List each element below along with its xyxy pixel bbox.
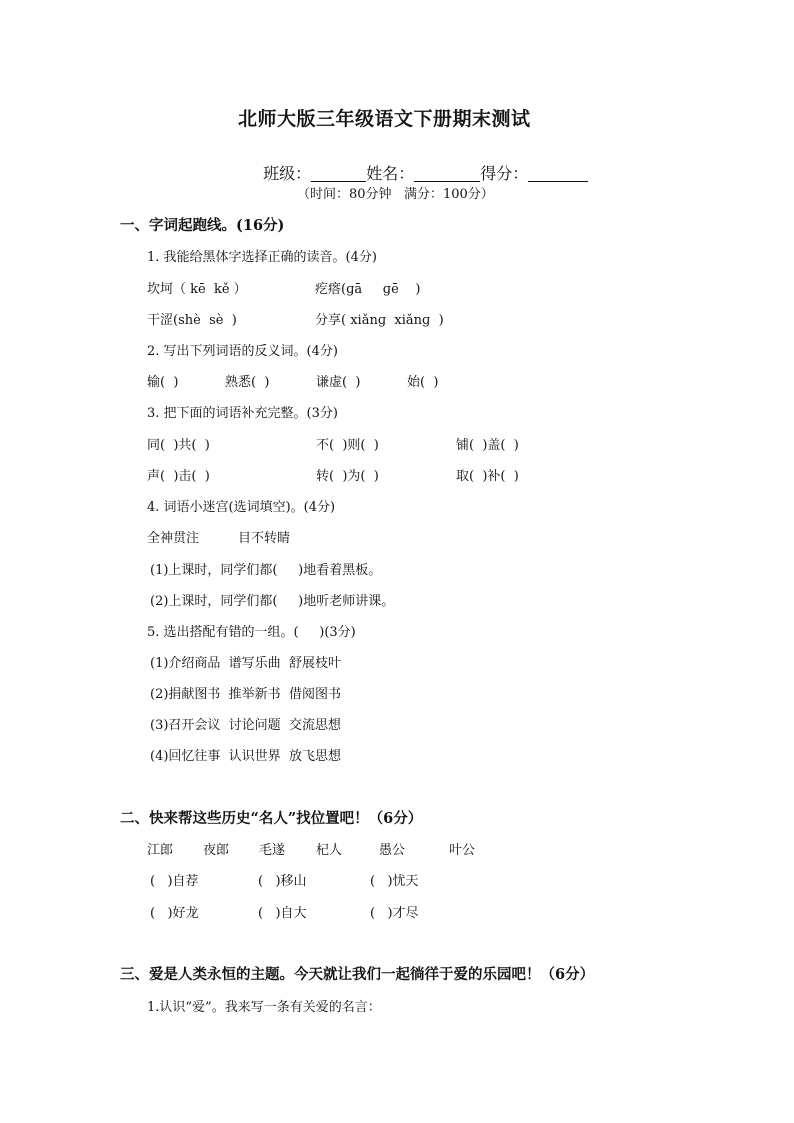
q3-item: 不( )则( ) [316,438,379,453]
class-label: 班级： [263,164,312,183]
q4-word: 全神贯注 [147,531,200,546]
idiom-blank: ( )好龙 [150,906,199,921]
idiom-blank: ( )自大 [258,906,307,921]
q4-prompt: 4. 词语小迷宫(选词填空)。(4分) [147,500,336,515]
time-limit: （时间：80分钟 满分：100分） [297,187,494,202]
q3-item: 同( )共( ) [147,438,210,453]
q3-prompt: 3. 把下面的词语补充完整。(3分) [147,406,338,421]
q2-item: 谦虚( ) [316,375,361,390]
q4-word: 目不转睛 [238,531,291,546]
q2-item: 输( ) [147,375,179,390]
historical-name: 夜郎 [203,843,230,858]
q3-item: 铺( )盖( ) [456,438,519,453]
q2-prompt: 2. 写出下列词语的反义词。(4分) [147,344,338,359]
page-title: 北师大版三年级语文下册期末测试 [238,108,531,130]
section2-heading: 二、快来帮这些历史“名人”找位置吧！（6分） [120,810,423,827]
q5-option: (3)召开会议 讨论问题 交流思想 [150,718,341,733]
score-label: 得分： [480,164,529,183]
idiom-blank: ( )忧天 [370,874,419,889]
class-blank[interactable] [311,166,366,182]
historical-name: 叶公 [449,843,476,858]
q1-item: 疙瘩(ɡā ɡē ) [315,282,421,297]
info-line [253,150,588,182]
name-label: 姓名： [366,164,415,183]
q4-sentence-1: (1)上课时，同学们都( )地看着黑板。 [150,563,382,578]
idiom-blank: ( )才尽 [370,906,419,921]
historical-name: 杞人 [316,843,343,858]
q1-prompt: 1. 我能给黑体字选择正确的读音。(4分) [147,250,377,265]
q1-item: 坎坷（ kē kě ） [147,282,247,297]
historical-name: 江郎 [147,843,174,858]
score-blank[interactable] [528,166,588,182]
name-blank[interactable] [414,166,480,182]
idiom-blank: ( )自荐 [150,874,199,889]
historical-name: 愚公 [379,843,406,858]
section3-q1: 1.认识“爱”。我来写一条有关爱的名言： [147,1000,381,1015]
q4-sentence-2: (2)上课时，同学们都( )地听老师讲课。 [150,594,395,609]
historical-name: 毛遂 [259,843,286,858]
q1-item: 分享( xiǎnɡ xiǎnɡ ) [315,313,444,328]
idiom-blank: ( )移山 [258,874,307,889]
section3-heading: 三、爱是人类永恒的主题。今天就让我们一起徜徉于爱的乐园吧！（6分） [120,966,595,983]
q5-prompt: 5. 选出搭配有错的一组。( )(3分) [147,625,356,640]
q3-item: 转( )为( ) [316,469,379,484]
section1-heading: 一、字词起跑线。(16分) [120,217,285,234]
q3-item: 取( )补( ) [456,469,519,484]
q5-option: (1)介绍商品 谱写乐曲 舒展枝叶 [150,656,341,671]
q5-option: (2)捐献图书 推举新书 借阅图书 [150,687,341,702]
q2-item: 熟悉( ) [225,375,270,390]
q2-item: 始( ) [407,375,439,390]
q5-option: (4)回忆往事 认识世界 放飞思想 [150,749,341,764]
q3-item: 声( )击( ) [147,469,210,484]
q1-item: 干涩(shè sè ) [147,313,237,328]
